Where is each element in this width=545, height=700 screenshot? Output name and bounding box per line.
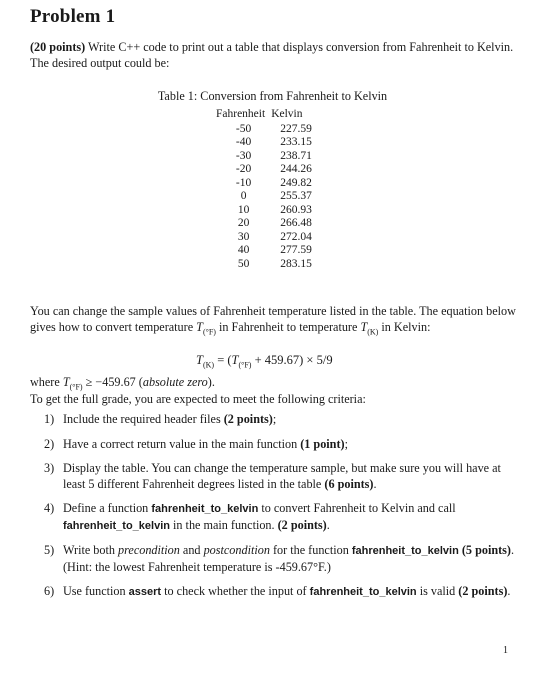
item-italic: postcondition <box>203 543 270 557</box>
table-row <box>216 150 312 164</box>
cell-fahrenheit: 30 <box>237 230 250 243</box>
formula-lhs-sub: (K) <box>202 360 215 370</box>
item-text: Include the required header files <box>63 412 224 426</box>
item-text: Have a correct return value in the main function <box>63 436 301 451</box>
item-text: and <box>179 543 204 557</box>
table-header-row <box>216 108 312 123</box>
table-row <box>216 136 312 150</box>
cell-fahrenheit: -50 <box>235 122 252 135</box>
list-item <box>30 501 520 534</box>
item-points: (5 points) <box>461 543 511 557</box>
item-text: ; <box>272 412 277 426</box>
header-kelvin: Kelvin <box>271 108 303 120</box>
where-text-1: where <box>30 375 63 389</box>
cell-fahrenheit: -10 <box>235 176 252 189</box>
cell-fahrenheit: -40 <box>235 136 252 148</box>
table-caption: Table 1: Conversion from Fahrenheit to Kelvin <box>157 89 388 103</box>
subscript-f: (°F) <box>202 326 216 336</box>
table-row <box>216 217 312 231</box>
where-text-2: ≥ −459.67 ( <box>82 375 143 389</box>
conversion-formula <box>196 353 333 370</box>
equation-paragraph <box>30 304 520 339</box>
table-row <box>216 258 312 272</box>
where-symbol: T <box>62 375 70 389</box>
item-points: (2 points) <box>277 517 327 532</box>
subscript-k: (K) <box>367 326 379 336</box>
cell-fahrenheit: 10 <box>237 203 250 216</box>
item-text: to convert Fahrenheit to Kelvin and call <box>258 501 456 515</box>
intro-text: Write C++ code to print out a table that displays conversion from Fahrenheit to Kelvin. The desired output could be: <box>30 40 514 70</box>
cell-kelvin: 227.59 <box>280 122 312 135</box>
item-text: . <box>507 584 511 598</box>
formula-lhs: T <box>196 353 203 367</box>
formula-rhs: T <box>231 353 239 367</box>
item-text: in the main function. <box>169 517 278 532</box>
formula-rhs-sub: (°F) <box>238 360 252 370</box>
cell-fahrenheit: -20 <box>235 163 252 175</box>
table-row <box>216 231 312 245</box>
header-fahrenheit: Fahrenheit <box>216 108 266 120</box>
table-row <box>216 204 312 218</box>
cell-kelvin: 272.04 <box>280 230 312 243</box>
hint-text: (Hint: the lowest Fahrenheit temperature is -459.67°F.) <box>63 559 331 574</box>
item-text: Display the table. You can change the temperature sample, but make sure you will have at least 5 different Fahrenheit degrees listed in the table <box>63 461 501 491</box>
item-text: . <box>326 517 330 532</box>
item-italic: precondition <box>118 543 180 557</box>
code-function-name: fahrenheit_to_kelvin <box>151 503 259 515</box>
intro-paragraph <box>30 40 520 71</box>
item-number: 1) <box>44 412 55 426</box>
equation-text-2: in Fahrenheit to temperature <box>215 319 361 334</box>
item-text: ; <box>344 436 348 451</box>
item-points: (2 points) <box>223 412 273 426</box>
where-text-3: ). <box>207 375 215 389</box>
conversion-table <box>216 108 312 271</box>
item-number: 5) <box>44 543 55 557</box>
item-text: . <box>373 476 377 491</box>
item-text: . <box>510 543 515 557</box>
item-points: (2 points) <box>458 584 508 598</box>
where-sub: (°F) <box>69 382 83 392</box>
cell-kelvin: 249.82 <box>280 176 312 189</box>
absolute-zero-text: absolute zero <box>142 375 208 389</box>
equation-text-3: in Kelvin: <box>378 319 431 334</box>
code-function-name: assert <box>128 586 162 598</box>
item-text: for the function <box>269 543 352 557</box>
cell-fahrenheit: 50 <box>237 257 250 270</box>
page-number: 1 <box>503 645 508 656</box>
list-item <box>30 584 520 601</box>
item-text: to check whether the input of <box>161 584 310 598</box>
table-row <box>216 177 312 191</box>
problem-title: Problem 1 <box>30 6 116 27</box>
cell-kelvin: 260.93 <box>280 203 312 216</box>
item-text: Define a function <box>63 501 152 515</box>
cell-fahrenheit: 0 <box>240 190 247 202</box>
cell-fahrenheit: -30 <box>235 149 252 162</box>
item-number: 6) <box>44 584 55 598</box>
item-text: Write both <box>63 543 119 557</box>
cell-fahrenheit: 20 <box>237 217 250 229</box>
cell-kelvin: 238.71 <box>280 149 312 162</box>
cell-kelvin: 266.48 <box>280 217 312 229</box>
symbol-t: T <box>196 319 203 334</box>
symbol-t: T <box>360 319 368 334</box>
code-function-name: fahrenheit_to_kelvin <box>63 519 170 532</box>
cell-kelvin: 277.59 <box>280 244 312 256</box>
table-row <box>216 190 312 204</box>
code-function-name: fahrenheit_to_kelvin <box>309 586 417 598</box>
item-number: 3) <box>44 461 55 475</box>
item-points: (6 points) <box>324 476 374 491</box>
equation-text-1: You can change the sample values of Fahrenheit temperature listed in the table. The equation below gives how to convert temperature <box>30 304 516 334</box>
criteria-list <box>30 412 520 610</box>
list-item <box>30 461 520 492</box>
list-item <box>30 543 520 575</box>
cell-fahrenheit: 40 <box>237 244 250 256</box>
table-row <box>216 123 312 137</box>
table-body <box>216 123 312 272</box>
list-item <box>30 437 520 453</box>
cell-kelvin: 283.15 <box>280 257 312 270</box>
list-item <box>30 412 520 428</box>
code-function-name: fahrenheit_to_kelvin <box>351 545 459 557</box>
item-points: (1 point) <box>300 436 345 451</box>
cell-kelvin: 244.26 <box>280 163 312 175</box>
intro-points: (20 points) <box>30 40 86 54</box>
formula-eq: = ( <box>214 353 232 367</box>
item-text: is valid <box>416 584 459 598</box>
cell-kelvin: 255.37 <box>280 190 312 202</box>
cell-kelvin: 233.15 <box>280 136 312 148</box>
item-text: Use function <box>63 584 129 598</box>
table-row <box>216 244 312 258</box>
criteria-intro: To get the full grade, you are expected to meet the following criteria: <box>30 392 366 406</box>
item-number: 2) <box>44 436 55 451</box>
table-row <box>216 163 312 177</box>
item-number: 4) <box>44 501 55 515</box>
formula-rest: + 459.67) × 5/9 <box>251 353 333 367</box>
